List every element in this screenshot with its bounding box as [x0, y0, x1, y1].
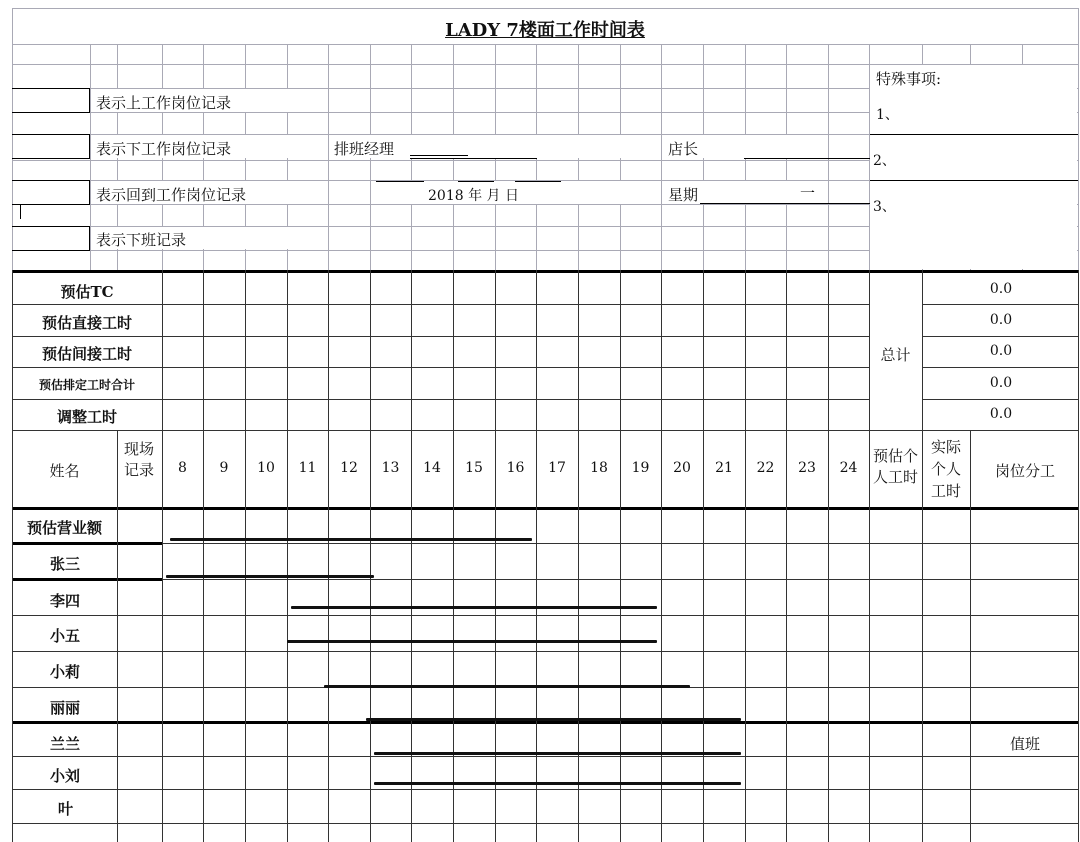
blank-area [870, 65, 1077, 269]
thick-rule [12, 578, 162, 581]
shift-bar [291, 606, 657, 609]
legend-box [12, 112, 90, 113]
row-name: 李四 [50, 592, 81, 610]
legend-off-duty: 表示下工作岗位记录 [96, 140, 232, 158]
grid-line [12, 304, 869, 305]
grid-line [117, 823, 1078, 824]
special-line-1 [870, 134, 1078, 135]
hour-label: 17 [548, 460, 566, 476]
est-hours-column-header: 预估个人工时 [872, 447, 918, 486]
row-name: 张三 [50, 555, 81, 573]
grid-line [12, 367, 869, 368]
legend-off-work: 表示下班记录 [96, 231, 187, 249]
grid-line [536, 270, 537, 842]
hour-label: 20 [673, 460, 691, 476]
grid-line [12, 8, 13, 270]
name-column-header: 姓名 [49, 462, 80, 480]
grid-line [117, 789, 1078, 790]
hour-label: 21 [715, 460, 733, 476]
hour-label: 18 [590, 460, 608, 476]
hour-label: 24 [839, 460, 858, 476]
shift-bar [170, 538, 532, 541]
scheduler-underline [410, 158, 537, 159]
scheduler-label: 排班经理 [334, 140, 395, 158]
grid-line [12, 430, 1078, 431]
grid-line [117, 579, 1078, 580]
special-label: 特殊事项: [876, 70, 942, 88]
hour-label: 11 [298, 460, 317, 476]
actual-hours-column-header: 实际个人工时 [930, 438, 961, 500]
legend-box [89, 88, 90, 113]
estimate-tc-label: 预估TC [60, 283, 114, 301]
weekday-value: 一 [800, 184, 816, 202]
grid-line [578, 270, 579, 842]
grid-line [922, 367, 1078, 368]
shift-bar [374, 782, 741, 785]
date-text: 2018 年 月 日 [428, 188, 519, 204]
hour-label: 14 [423, 460, 441, 476]
special-item-2: 2、 [873, 153, 896, 169]
hour-label: 19 [631, 460, 650, 476]
manager-label: 店长 [668, 140, 699, 158]
grid-line [12, 615, 117, 616]
row-name: 兰兰 [50, 735, 81, 753]
weekday-label: 星期 [668, 186, 699, 204]
grid-line [117, 651, 1078, 652]
grid-line [1078, 270, 1079, 842]
grid-line [328, 270, 329, 842]
estimate-value: 0.0 [989, 281, 1013, 297]
row-name: 小五 [50, 627, 81, 645]
grid-line [786, 270, 787, 842]
hour-label: 8 [178, 460, 187, 476]
row-name: 小莉 [50, 663, 81, 681]
legend-box [12, 250, 90, 251]
legend-box [89, 180, 90, 205]
grid-line [453, 270, 454, 842]
estimate-direct-hours-label: 预估直接工时 [41, 314, 132, 332]
hour-label: 22 [756, 460, 775, 476]
legend-box [12, 158, 90, 159]
legend-mark [20, 205, 21, 219]
shift-bar [374, 752, 741, 755]
grid-line [12, 44, 1078, 45]
estimate-indirect-hours-label: 预估间接工时 [41, 345, 132, 363]
hour-label: 9 [219, 460, 229, 476]
estimate-value: 0.0 [989, 375, 1013, 391]
grid-line [12, 336, 869, 337]
thick-rule [12, 721, 1078, 724]
table-top-rule [12, 270, 1078, 273]
hour-label: 15 [465, 460, 483, 476]
grid-line [12, 756, 117, 757]
grid-line [970, 430, 971, 842]
grid-line [117, 756, 1078, 757]
grid-line [12, 651, 117, 652]
shift-bar [324, 685, 691, 688]
hour-label: 10 [257, 460, 275, 476]
grid-line [922, 336, 1078, 337]
grid-line [370, 270, 371, 842]
grid-line [828, 270, 829, 842]
grid-line [162, 270, 163, 842]
date-underline [515, 181, 561, 182]
grid-line [1078, 8, 1079, 270]
special-item-3: 3、 [873, 199, 896, 215]
manager-underline [744, 158, 870, 159]
record-column-header: 现场记录 [123, 440, 154, 479]
hour-label: 16 [506, 460, 525, 476]
legend-box [89, 226, 90, 251]
legend-box [12, 134, 90, 135]
estimate-value: 0.0 [989, 343, 1013, 359]
grid-line [12, 399, 869, 400]
row-name: 小刘 [50, 767, 81, 785]
legend-on-duty: 表示上工作岗位记录 [96, 94, 232, 112]
legend-box [12, 180, 90, 181]
header-bottom-rule [12, 507, 1078, 510]
page-title: LADY 7楼面工作时间表 [445, 20, 645, 41]
grid-line [411, 270, 412, 842]
grid-line [203, 270, 204, 842]
estimate-total-hours-label: 预估排定工时合计 [38, 378, 135, 392]
adjust-hours-label: 调整工时 [56, 408, 117, 426]
grid-line [495, 270, 496, 842]
grid-line [922, 399, 1078, 400]
hour-label: 12 [340, 460, 358, 476]
grid-line [117, 543, 1078, 544]
special-line-2 [870, 180, 1078, 181]
shift-bar [366, 718, 741, 721]
legend-return-duty: 表示回到工作岗位记录 [96, 186, 247, 204]
grid-line [703, 270, 704, 842]
thick-rule [12, 542, 162, 545]
special-item-1: 1、 [876, 107, 899, 123]
grid-line [661, 270, 662, 842]
grid-line [12, 687, 117, 688]
grid-line [620, 270, 621, 842]
grid-line [922, 304, 1078, 305]
row-name: 丽丽 [50, 699, 81, 717]
grid-line [117, 615, 1078, 616]
hour-label: 13 [381, 460, 400, 476]
shift-bar [287, 640, 657, 643]
grid-line [117, 430, 118, 842]
grid-line [287, 270, 288, 842]
legend-box [12, 226, 90, 227]
row-name: 预估营业额 [26, 519, 102, 537]
shift-bar [166, 575, 374, 578]
weekday-underline [700, 203, 870, 204]
grid-line [12, 789, 117, 790]
estimate-value: 0.0 [989, 406, 1013, 422]
grid-line [12, 823, 117, 824]
grid-line [245, 270, 246, 842]
grid-line [828, 44, 829, 270]
date-underline [458, 181, 494, 182]
position-column-header: 岗位分工 [994, 462, 1055, 480]
row-position: 值班 [1009, 735, 1040, 753]
hour-label: 23 [798, 460, 816, 476]
estimate-value: 0.0 [989, 312, 1013, 328]
legend-box [12, 88, 90, 89]
legend-box [89, 134, 90, 159]
grid-line [745, 270, 746, 842]
total-label: 总计 [880, 346, 911, 364]
date-underline [376, 181, 424, 182]
legend-box [12, 204, 90, 205]
scheduler-underline [410, 155, 468, 156]
row-name: 叶 [58, 800, 74, 818]
grid-line [12, 8, 1078, 9]
grid-line [922, 270, 923, 842]
